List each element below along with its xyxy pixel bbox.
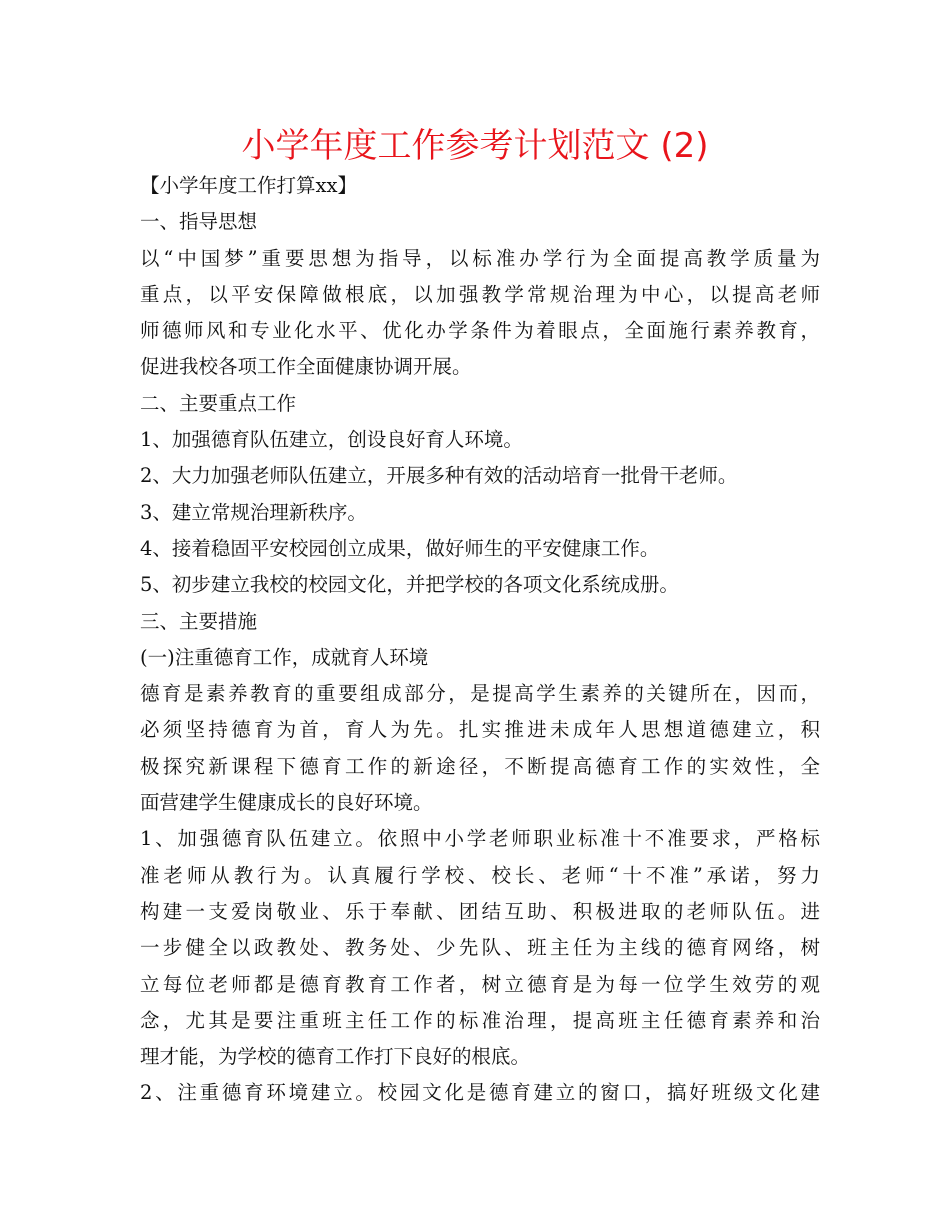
text-line: 重点，以平安保障做根底，以加强教学常规治理为中心，以提高老师 xyxy=(140,282,820,306)
text-line: 3、建立常规治理新秩序。 xyxy=(140,500,367,524)
text-line: 念，尤其是要注重班主任工作的标准治理，提高班主任德育素养和治 xyxy=(140,1008,820,1032)
text-line: 4、接着稳固平安校园创立成果，做好师生的平安健康工作。 xyxy=(140,536,660,560)
text-line: 极探究新课程下德育工作的新途径，不断提高德育工作的实效性，全 xyxy=(140,754,820,778)
text-line: 三、主要措施 xyxy=(140,609,258,633)
text-line: 5、初步建立我校的校园文化，并把学校的各项文化系统成册。 xyxy=(140,573,679,597)
text-line: 构建一支爱岗敬业、乐于奉献、团结互助、积极进取的老师队伍。进 xyxy=(140,899,820,923)
text-line: 准老师从教行为。认真履行学校、校长、老师“十不准”承诺，努力 xyxy=(140,863,820,887)
text-line: 2、大力加强老师队伍建立，开展多种有效的活动培育一批骨干老师。 xyxy=(140,464,738,488)
text-line: 一、指导思想 xyxy=(140,210,258,234)
text-line: 二、主要重点工作 xyxy=(140,391,297,415)
text-line: 德育是素养教育的重要组成部分，是提高学生素养的关键所在，因而， xyxy=(140,682,820,706)
text-line: (一)注重德育工作，成就育人环境 xyxy=(140,645,429,669)
text-line: 1、加强德育队伍建立，创设良好育人环境。 xyxy=(140,428,523,452)
text-line: 2、注重德育环境建立。校园文化是德育建立的窗口，搞好班级文化建 xyxy=(140,1081,820,1105)
text-line: 一步健全以政教处、教务处、少先队、班主任为主线的德育网络，树 xyxy=(140,936,820,960)
text-line: 立每位老师都是德育教育工作者，树立德育是为每一位学生效劳的观 xyxy=(140,972,820,996)
text-line: 以“中国梦”重要思想为指导，以标准办学行为全面提高教学质量为 xyxy=(140,246,820,270)
text-line: 师德师风和专业化水平、优化办学条件为着眼点，全面施行素养教育， xyxy=(140,319,820,343)
document-title: 小学年度工作参考计划范文 (2) xyxy=(241,126,709,166)
text-line: 必须坚持德育为首，育人为先。扎实推进未成年人思想道德建立，积 xyxy=(140,718,820,742)
text-line: 1、加强德育队伍建立。依照中小学老师职业标准十不准要求，严格标 xyxy=(140,827,820,851)
text-line: 理才能，为学校的德育工作打下良好的根底。 xyxy=(140,1045,531,1069)
document-body xyxy=(140,168,820,1112)
text-line: 【小学年度工作打算xx】 xyxy=(140,174,357,197)
text-line: 面营建学生健康成长的良好环境。 xyxy=(140,791,433,815)
text-line: 促进我校各项工作全面健康协调开展。 xyxy=(140,355,472,379)
